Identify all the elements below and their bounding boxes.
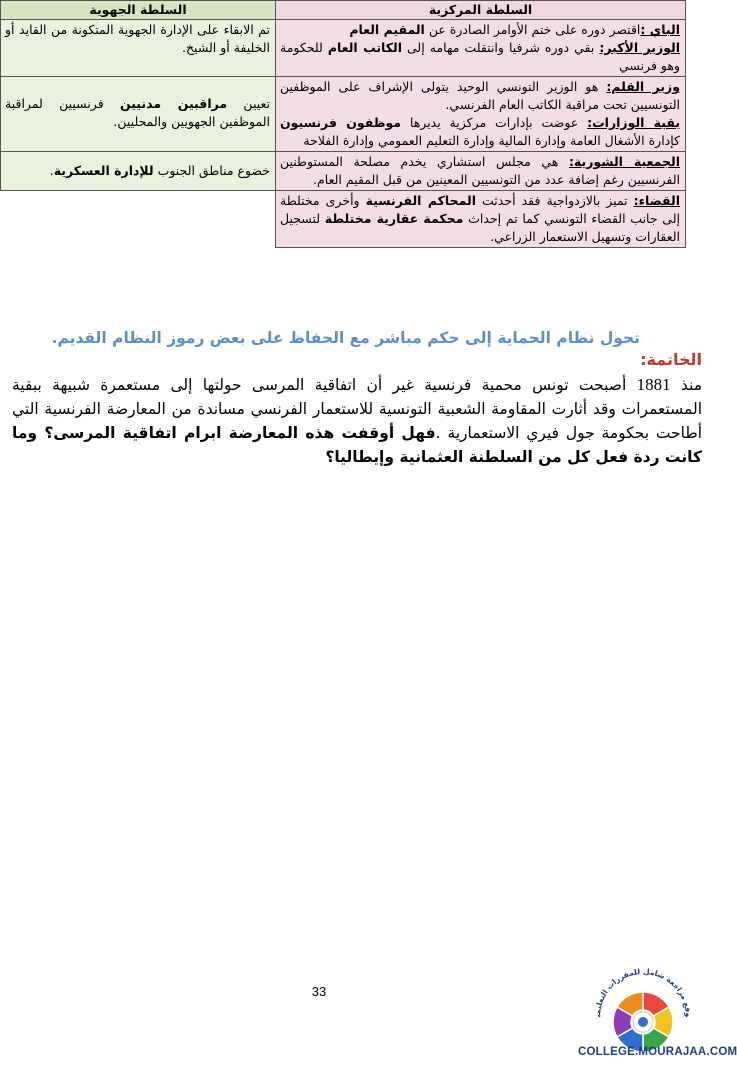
regional-cell: خضوع مناطق الجنوب للإدارة العسكرية. bbox=[1, 152, 276, 191]
table-row bbox=[1, 191, 686, 248]
regional-cell-empty bbox=[1, 191, 276, 248]
table-row bbox=[1, 152, 686, 191]
entry-pen-minister: وزير القلم: هو الوزير التونسي الوحيد يتولى الإشراف على الموظفين التونسيين تحت مراقبة الكاتب العام الفرنسي. bbox=[280, 79, 680, 112]
entry-consultative-assembly: الجمعية الشورية: هي مجلس استشاري يخدم مصلحة المستوطنين الفرنسيين رغم إضافة عدد من التونسيين المعينين من قبل المقيم العام. bbox=[280, 154, 680, 187]
entry-key: بقية الوزارات: bbox=[587, 115, 681, 130]
page-number: 33 bbox=[311, 984, 327, 999]
entry-key: الباي : bbox=[640, 22, 680, 37]
entry-key: الوزير الأكبر: bbox=[599, 40, 681, 55]
table-row bbox=[1, 77, 686, 152]
entry-other-ministries: بقية الوزارات: عوضت بإدارات مركزية يديرها موظفون فرنسيون كإدارة الأشغال العامة وإدارة المالية وإدارة التعليم العمومي وإدارة الفلاحة bbox=[280, 115, 681, 148]
table-row bbox=[1, 20, 686, 77]
central-cell bbox=[276, 191, 686, 248]
entry-key: وزير القلم: bbox=[606, 79, 680, 94]
central-cell bbox=[276, 77, 686, 152]
svg-text:موقع مراجعة شامل للمقررات التع: وقع مراجعة شامل للمقررات التعليمي bbox=[592, 967, 694, 1018]
entry-judiciary: القضاء: تميز بالازدواجية فقد أحدثت المحاكم الفرنسية وأخرى مختلطة إلى جانب القضاء التونسي كما تم إحداث محكمة عقارية مختلطة لتسجيل العقارات وتسهيل الاستعمار الزراعي. bbox=[280, 193, 681, 244]
conclusion-title: الخاتمة: bbox=[640, 350, 702, 369]
regional-cell: تعيين مراقبين مدنيين فرنسيين لمراقبة الموظفين الجهويين والمحليين. bbox=[1, 77, 276, 152]
entry-grand-vizier: الوزير الأكبر: بقي دوره شرفيا وانتقلت مهامه إلى الكاتب العام للحكومة وهو فرنسي bbox=[280, 40, 681, 73]
regional-cell: تم الابقاء على الإدارة الجهوية المتكونة من القايد أو الخليفة أو الشيخ. bbox=[1, 20, 276, 77]
entry-bey: الباي :اقتصر دوره على ختم الأوامر الصادرة عن المقيم العام bbox=[349, 22, 680, 37]
central-cell bbox=[276, 152, 686, 191]
conclusion-question: فهل أوقفت هذه المعارضة ابرام اتفاقية المرسى؟ وما كانت ردة فعل كل من السلطنة العثمانية وإيطاليا؟ bbox=[12, 424, 702, 466]
entry-key: القضاء: bbox=[633, 193, 680, 208]
header-central-authority: السلطة المركزية bbox=[276, 1, 686, 20]
central-cell bbox=[276, 20, 686, 77]
authority-table bbox=[0, 0, 686, 248]
table-header-row bbox=[1, 1, 686, 20]
header-regional-authority: السلطة الجهوية bbox=[1, 1, 276, 20]
entry-key: الجمعية الشورية: bbox=[568, 154, 680, 169]
result-statement: تحول نظام الحماية إلى حكم مباشر مع الحفاظ على بعض رموز النظام القديم. bbox=[51, 329, 640, 347]
conclusion-paragraph: منذ 1881 أصبحت تونس محمية فرنسية غير أن اتفاقية المرسى حولتها إلى مستعمرة شبيهة ببقية المستعمرات وقد أثارت المقاومة الشعبية التونسية للاستعمار الفرنسي مساندة من المعارضة الفرنسية التي أطاحت بحكومة جول فيري الاستعمارية .فهل أوقفت هذه المعارضة ابرام اتفاقية المرسى؟ وما كانت ردة فعل كل من السلطنة العثمانية وإيطاليا؟ bbox=[12, 375, 703, 466]
year: 1881 bbox=[636, 375, 671, 394]
site-name: COLLEGE.MOURAJAA.COM bbox=[578, 1046, 737, 1058]
